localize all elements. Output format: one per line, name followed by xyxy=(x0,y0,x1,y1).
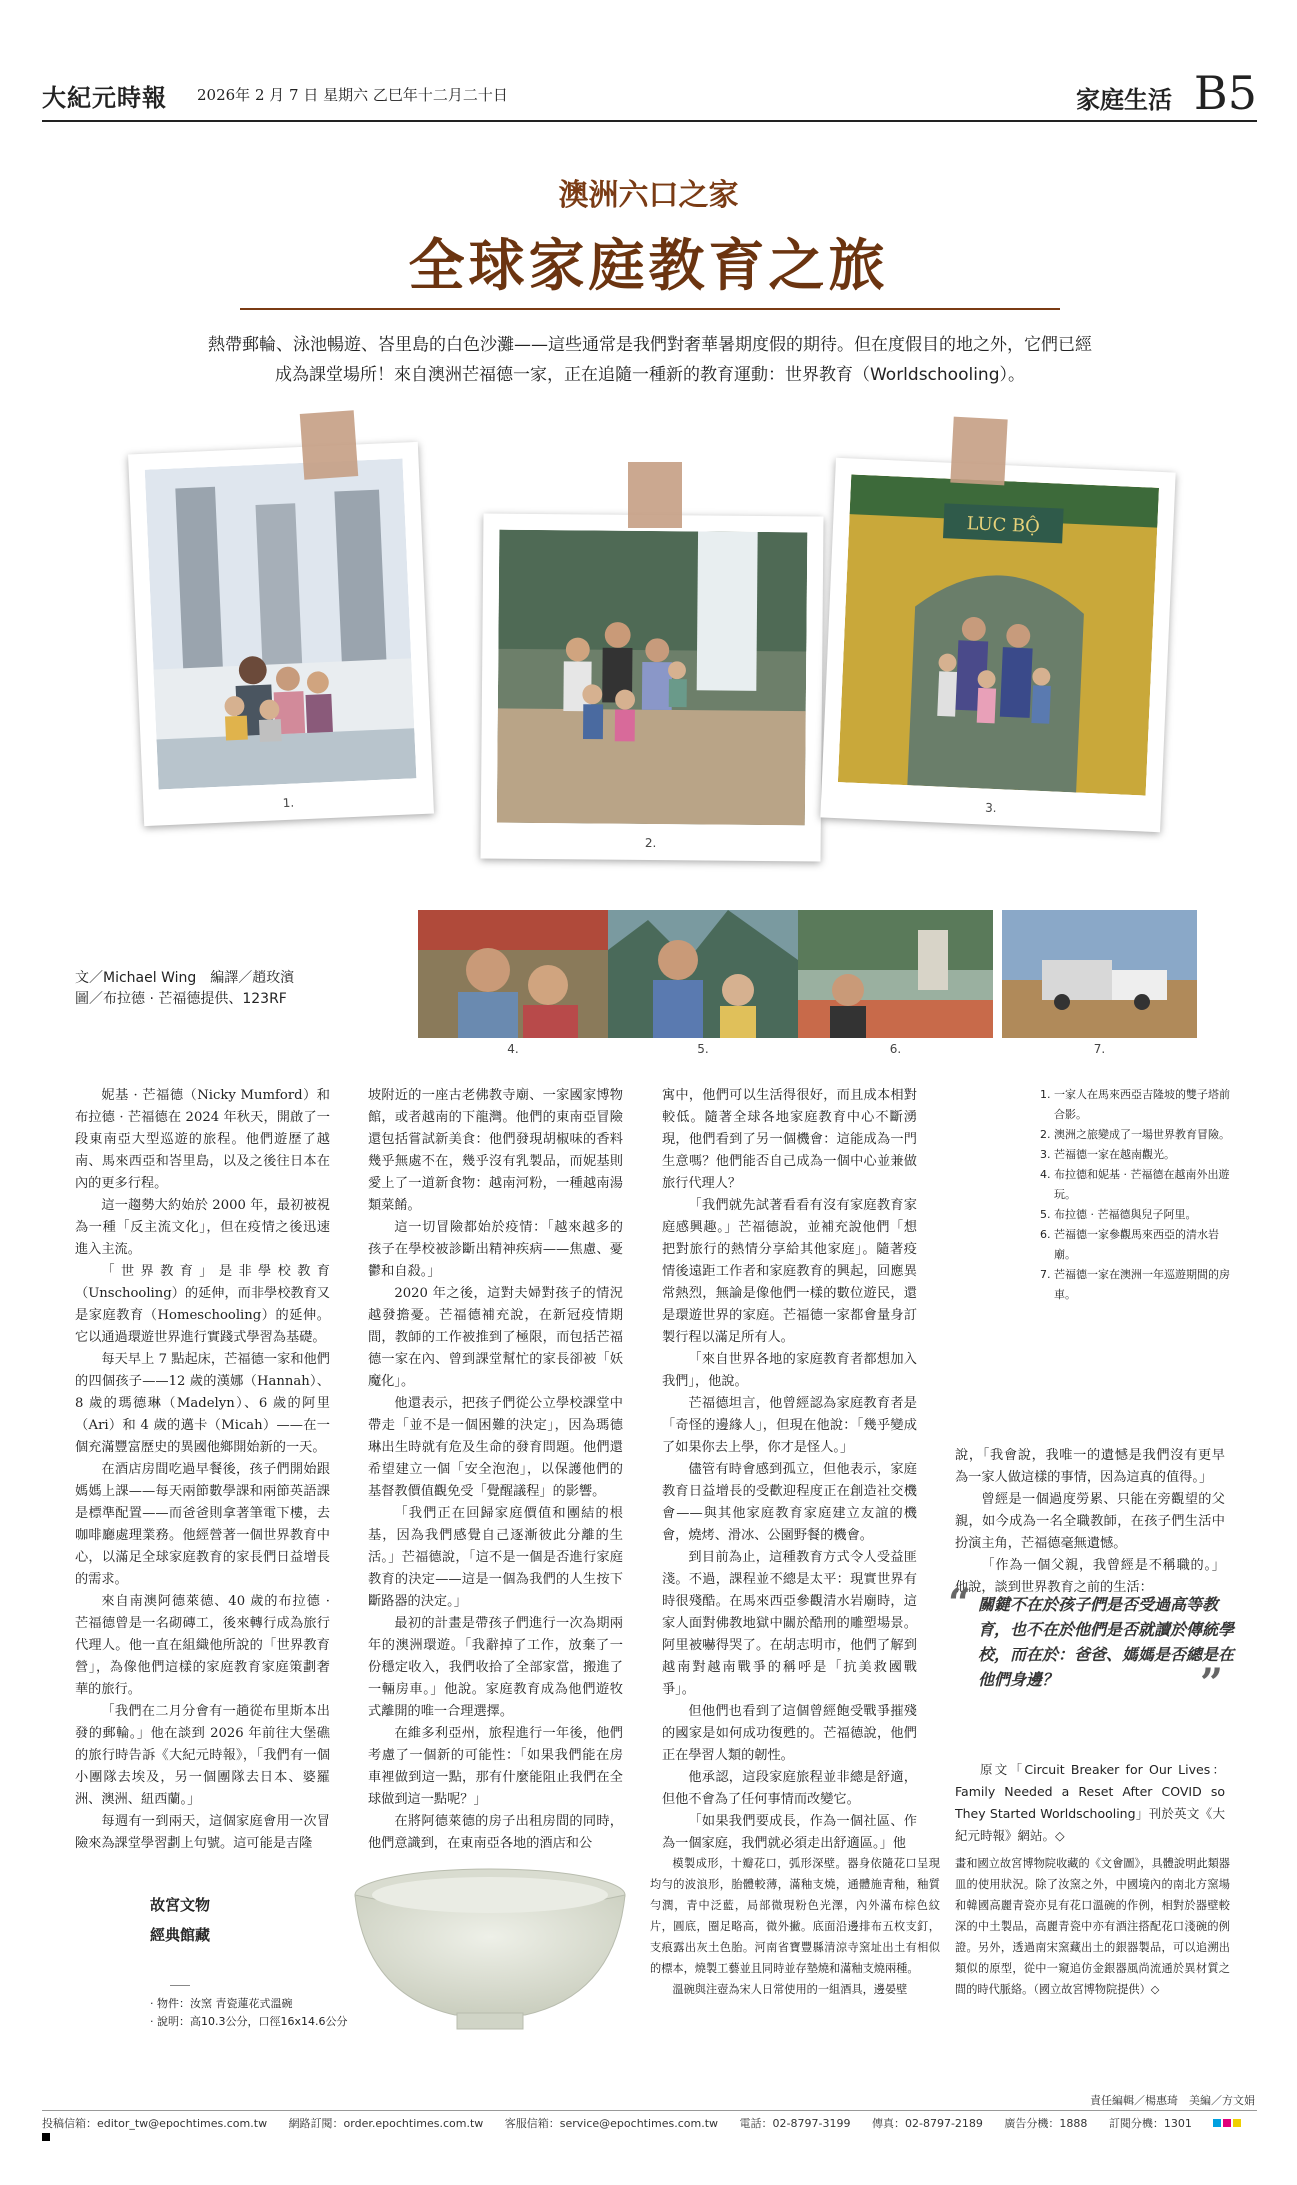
paragraph: 每週有一到兩天，這個家庭會用一次冒險來為課堂學習劃上句號。這可能是吉隆 xyxy=(75,1814,330,1851)
photo-3 xyxy=(820,458,1175,832)
photo-3-image xyxy=(838,474,1159,795)
paragraph: 溫碗與注壺為宋人日常使用的一組酒具，邊晏壁 xyxy=(672,1983,908,1996)
museum-title-line: 經典館藏 xyxy=(149,1926,210,1944)
footer-service-email: 客服信箱：service@epochtimes.com.tw xyxy=(504,2117,719,2130)
paragraph: 寓中，他們可以生活得很好，而且成本相對較低。隨著全球各地家庭教育中心不斷湧現，他們看到了另一個機會：這能成為一門生意嗎？他們能否自己成為一個中心並兼做旅行代理人？ xyxy=(662,1088,917,1191)
divider xyxy=(170,1985,190,1986)
paragraph: 坡附近的一座古老佛教寺廟、一家國家博物館，或者越南的下龍灣。他們的東南亞冒險還包括嘗試新美食：他們發現胡椒味的香料幾乎無處不在，幾乎沒有乳製品，而妮基則愛上了一道新食物：越南河粉，一種越南湯類菜餚。 xyxy=(368,1088,623,1213)
paragraph: 在維多利亞州，旅程進行一年後，他們考慮了一個新的可能性：「如果我們能在房車裡做到這一點，那有什麼能阻止我們在全球做到這一點呢？」 xyxy=(368,1726,623,1807)
paragraph: 來自南澳阿德萊德、40 歲的布拉德 · 芒福德曾是一名砌磚工，後來轉行成為旅行代理人。他一直在組織他所說的「世界教育營」，為像他們這樣的家庭教育家庭策劃奢華的旅行。 xyxy=(75,1594,330,1697)
caption: 5. 布拉德 · 芒福德與兒子阿里。 xyxy=(1040,1208,1197,1221)
caption: 3. 芒福德一家在越南觀光。 xyxy=(1040,1148,1175,1161)
photo-7-label: 7. xyxy=(1093,1042,1106,1056)
photo-5-label: 5. xyxy=(697,1042,709,1056)
footer-subscription-url: 網路訂閱：order.epochtimes.com.tw xyxy=(288,2117,484,2130)
museum-column-title xyxy=(130,1890,230,1950)
tape-decoration xyxy=(950,417,1007,486)
article-column-1 xyxy=(75,1085,330,1855)
paragraph: 說，「我會說，我唯一的遺憾是我們沒有更早為一家人做這樣的事情，因為這真的值得。」 xyxy=(955,1448,1225,1485)
museum-title-line: 故宮文物 xyxy=(149,1896,210,1914)
caption: 4. 布拉德和妮基 · 芒福德在越南外出遊玩。 xyxy=(1040,1168,1230,1201)
paragraph: 2020 年之後，這對夫婦對孩子的情況越發擔憂。芒福德補充說，在新冠疫情期間，教師的工作被推到了極限，而包括芒福德一家在內、曾到課堂幫忙的家長卻被「妖魔化」。 xyxy=(368,1286,623,1389)
caption: 6. 芒福德一家參觀馬來西亞的清水岩廟。 xyxy=(1040,1228,1219,1261)
paragraph: 曾經是一個過度勞累、只能在旁觀望的父親，如今成為一名全職教師，在孩子們生活中扮演主角，芒福德毫無遺憾。 xyxy=(955,1492,1225,1551)
photo-1 xyxy=(128,442,434,826)
photo-6 xyxy=(798,910,993,1070)
article-column-2 xyxy=(368,1085,623,1855)
paragraph: 「作為一個父親，我曾經是不稱職的。」他說，談到世界教育之前的生活： xyxy=(955,1558,1225,1595)
paragraph: 他還表示，把孩子們從公立學校課堂中帶走「並不是一個困難的決定」，因為瑪德琳出生時就有危及生命的發育問題。他們還希望建立一個「安全泡泡」，以保護他們的基督教價值觀免受「覺醒議程」的影響。 xyxy=(368,1396,623,1499)
paragraph: 在酒店房間吃過早餐後，孩子們開始跟媽媽上課——每天兩節數學課和兩節英語課是標準配置——而爸爸則拿著筆電下樓，去咖啡廳處理業務。他經營著一個世界教育中心，以滿足全球家庭教育的家長們日益增長的需求。 xyxy=(75,1462,330,1587)
headline: 全球家庭教育之旅 xyxy=(408,233,889,299)
footer-submission-email: 投稿信箱：editor_tw@epochtimes.com.tw xyxy=(42,2117,268,2130)
headline-rule xyxy=(240,308,1060,310)
close-quote-icon: ” xyxy=(1200,1660,1224,1707)
gate-sign-text: LUC BỘ xyxy=(966,513,1041,538)
editor-credits: 責任編輯／楊惠琦 美編／方文娟 xyxy=(1090,2094,1255,2107)
masthead xyxy=(42,66,1257,122)
lede: 熱帶郵輪、泳池暢遊、峇里島的白色沙灘——這些通常是我們對奢華暑期度假的期待。但在度假目的地之外，它們已經成為課堂場所！來自澳洲芒福德一家，正在追隨一種新的教育運動：世界教育（Worldschooling）。 xyxy=(208,335,1092,385)
object-size: · 說明：高10.3公分，口徑16x14.6公分 xyxy=(150,2015,348,2028)
caption: 7. 芒福德一家在澳洲一年巡遊期間的房車。 xyxy=(1040,1268,1230,1301)
photo-5 xyxy=(608,910,798,1070)
photo-2-label: 2. xyxy=(644,835,657,851)
paragraph: 這一切冒險都始於疫情：「越來越多的孩子在學校被診斷出精神疾病——焦慮、憂鬱和自殺。」 xyxy=(368,1220,623,1279)
paragraph: 「世界教育」是非學校教育（Unschooling）的延伸，而非學校教育又是家庭教育（Homeschooling）的延伸。它以通過環遊世界進行實踐式學習為基礎。 xyxy=(75,1264,330,1345)
article-column-3 xyxy=(662,1085,917,1855)
photo-5-image xyxy=(608,910,798,1038)
photo-1-label: 1. xyxy=(282,795,295,811)
paragraph: 「我們正在回歸家庭價值和團結的根基，因為我們感覺自己逐漸彼此分離的生活。」芒福德說，「這不是一個是否進行家庭教育的決定——這是一個為我們的人生按下斷路器的決定。」 xyxy=(368,1506,623,1609)
museum-text-column-1 xyxy=(650,1853,940,2000)
photo-4-image xyxy=(418,910,608,1038)
footer-ad-ext: 廣告分機：1888 xyxy=(1004,2117,1088,2130)
paragraph: 他承認，這段家庭旅程並非總是舒適，但他不會為了任何事情而改變它。 xyxy=(662,1770,917,1807)
paragraph: 芒福德坦言，他曾經認為家庭教育者是「奇怪的邊緣人」，但現在他說：「幾乎變成了如果你去上學，你才是怪人。」 xyxy=(662,1396,917,1455)
paragraph: 最初的計畫是帶孩子們進行一次為期兩年的澳洲環遊。「我辭掉了工作，放棄了一份穩定收入，我們收拾了全部家當，搬進了一輛房車。」他說。家庭教育成為他們遊牧式離開的唯一合理選擇。 xyxy=(368,1616,623,1719)
footer-fax: 傳真：02-8797-2189 xyxy=(871,2117,983,2130)
paragraph: 畫和國立故宮博物院收藏的《文會圖》，具體說明此類器皿的使用狀況。除了汝窯之外，中國境內的南北方窯場和韓國高麗青瓷亦見有花口溫碗的作例，相對於器壁較深的中土製品，高麗青瓷中亦有酒注搭配花口淺碗的例證。另外，透過南宋窯藏出土的銀器製品，可以追溯出類似的原型，從中一窺追仿金銀器風尚流通於異材質之間的時代脈絡。（國立故宮博物院提供）◇ xyxy=(955,1857,1230,1996)
photo-2-image xyxy=(497,530,808,826)
paragraph: 每天早上 7 點起床，芒福德一家和他們的四個孩子——12 歲的漢娜（Hannah）、8 歲的瑪德琳（Madelyn）、6 歲的阿里（Ari）和 4 歲的邁卡（Micah）——在一個充滿豐富歷史的異國他鄉開始新的一天。 xyxy=(75,1352,330,1455)
paragraph: 「來自世界各地的家庭教育者都想加入我們」，他說。 xyxy=(662,1352,917,1389)
footer-sub-ext: 訂閱分機：1301 xyxy=(1108,2117,1192,2130)
byline-author: 文／Michael Wing 編譯／趙玫濱 xyxy=(75,970,295,986)
paragraph: 妮基 · 芒福德（Nicky Mumford）和布拉德 · 芒福德在 2024 年秋天，開啟了一段東南亞大型巡遊的旅程。他們遊歷了越南、馬來西亞和峇里島，以及之後往日本在內的更多行程。 xyxy=(75,1088,330,1191)
paragraph: 「我們在二月分會有一趟從布里斯本出發的郵輪。」他在談到 2026 年前往大堡礁的旅行時告訴《大紀元時報》，「我們有一個小團隊去埃及，另一個團隊去日本、婆羅洲、澳洲、紐西蘭。」 xyxy=(75,1704,330,1807)
tape-decoration xyxy=(628,462,682,528)
caption: 1. 一家人在馬來西亞吉隆坡的雙子塔前合影。 xyxy=(1040,1088,1230,1121)
tape-decoration xyxy=(300,410,358,480)
photo-4-label: 4. xyxy=(507,1042,519,1056)
caption: 2. 澳洲之旅變成了一場世界教育冒險。 xyxy=(1040,1128,1230,1141)
byline-photo: 圖／布拉德 · 芒福德提供、123RF xyxy=(75,991,287,1007)
photo-6-image xyxy=(798,910,993,1038)
photo-6-label: 6. xyxy=(889,1042,902,1056)
paragraph: 「我們就先試著看看有沒有家庭教育家庭感興趣。」芒福德說，並補充說他們「想把對旅行的熱情分享給其他家庭」。隨著疫情後遠距工作者和家庭教育的興起，回應異常熱烈，無論是像他們一樣的數位遊民，還是環遊世界的家庭。芒福德一家都會量身訂製行程以滿足所有人。 xyxy=(662,1198,917,1345)
source-note: 原文「Circuit Breaker for Our Lives：Family Needed a Reset After COVID so They Started Worldschooling」刊於英文《大紀元時報》網站。◇ xyxy=(955,1762,1225,1843)
paragraph: 「如果我們要成長，作為一個社區、作為一個家庭，我們就必須走出舒適區。」他 xyxy=(662,1814,917,1851)
photo-7 xyxy=(1002,910,1197,1070)
pullquote: 關鍵不在於孩子們是否受過高等教育，也不在於他們是否就讀於傳統學校，而在於：爸爸、媽媽是否總是在他們身邊？ xyxy=(978,1595,1235,1689)
open-quote-icon: “ xyxy=(948,1580,972,1627)
museum-text-column-2 xyxy=(955,1853,1230,2000)
paragraph: 但他們也看到了這個曾經飽受戰爭摧殘的國家是如何成功復甦的。芒福德說，他們正在學習人類的韌性。 xyxy=(662,1704,917,1763)
footer xyxy=(42,2110,1257,2135)
footer-phone: 電話：02-8797-3199 xyxy=(739,2117,851,2130)
kicker: 澳洲六口之家 xyxy=(558,178,739,213)
section-name: 家庭生活 xyxy=(1076,85,1172,114)
byline xyxy=(75,968,375,1010)
photo-3-label: 3. xyxy=(984,800,997,816)
paragraph: 模製成形，十瓣花口，弧形深壁。器身依隨花口呈現均勻的波浪形，胎體較薄，滿釉支燒，通體施青釉，釉質勻潤，青中泛藍，局部微現粉色光澤，內外滿布棕色紋片，圓底，圈足略高，微外撇。底面沿邊排布五枚支釘，支痕露出灰土色胎。河南省寶豐縣清涼寺窯址出土有相似的標本，燒製工藝並且同時並存墊燒和滿釉支燒兩種。 xyxy=(650,1857,940,1975)
photo-1-image xyxy=(145,459,417,790)
paragraph: 到目前為止，這種教育方式令人受益匪淺。不過，課程並不總是太平：現實世界有時很殘酷。在馬來西亞參觀清水岩廟時，這家人面對佛教地獄中關於酷刑的雕塑場景。阿里被嚇得哭了。在胡志明市，他們了解到越南對越南戰爭的稱呼是「抗美救國戰爭」。 xyxy=(662,1550,917,1697)
issue-date: 2026年 2 月 7 日 星期六 乙巳年十二月二十日 xyxy=(197,86,508,104)
paragraph: 在將阿德萊德的房子出租房間的同時，他們意識到，在東南亞各地的酒店和公 xyxy=(368,1814,623,1851)
paragraph: 這一趨勢大約始於 2000 年，最初被視為一種「反主流文化」，但在疫情之後迅速進入主流。 xyxy=(75,1198,330,1257)
paper-name: 大紀元時報 xyxy=(42,83,167,112)
celadon-bowl-image xyxy=(345,1855,635,2045)
photo-4 xyxy=(418,910,608,1070)
photo-2 xyxy=(481,514,824,862)
photo-7-image xyxy=(1002,910,1197,1038)
museum-object-info xyxy=(150,1995,350,2031)
object-name: · 物件：汝窯 青瓷蓮花式溫碗 xyxy=(150,1997,293,2010)
photo-captions xyxy=(1040,1085,1240,1305)
page-number: B5 xyxy=(1193,66,1257,120)
paragraph: 儘管有時會感到孤立，但他表示，家庭教育日益增長的受歡迎程度正在創造社交機會——與其他家庭教育家庭建立友誼的機會，燒烤、滑冰、公園野餐的機會。 xyxy=(662,1462,917,1543)
